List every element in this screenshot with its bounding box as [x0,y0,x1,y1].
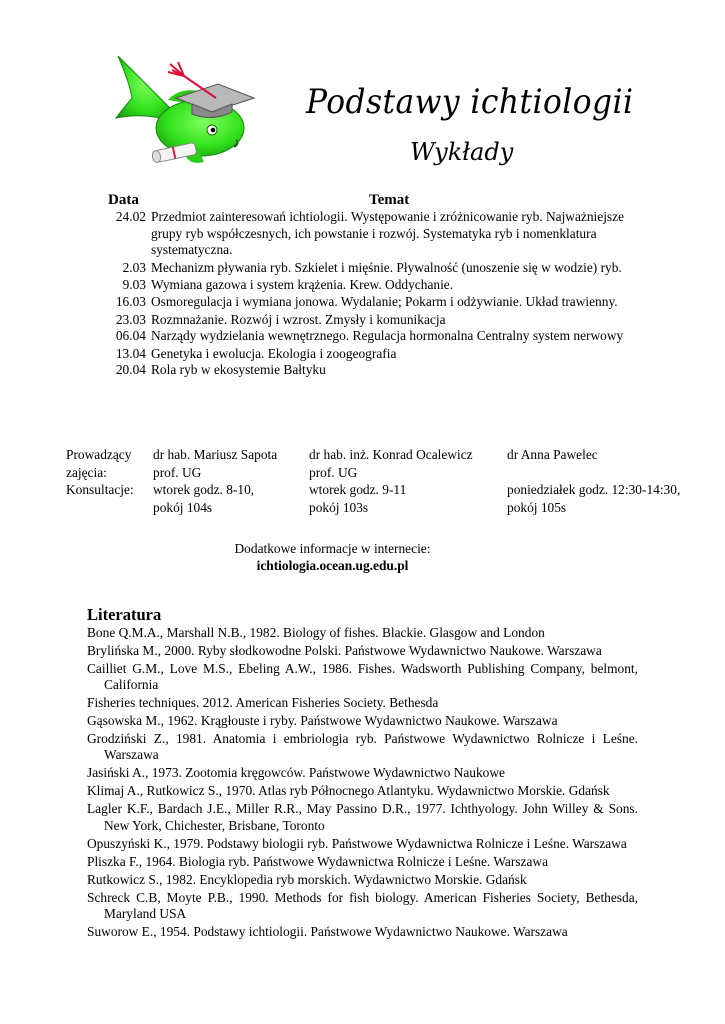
literature-heading: Literatura [87,605,162,624]
lecturer-names-row [66,446,716,464]
lecturer-titles-row [66,464,716,482]
consult-room: pokój 105s [507,499,567,515]
consult-rooms-row [66,499,716,517]
additional-info [0,540,665,574]
literature-item: Gąsowska M., 1962. Krągłouste i ryby. Państwowe Wydawnictwo Naukowe. Warszawa [87,713,558,729]
consult-label: Konsultacje: [66,482,134,497]
literature-item: Bone Q.M.A., Marshall N.B., 1982. Biology of fishes. Blackie. Glasgow and London [87,625,545,640]
schedule-topic: Osmoregulacja i wymiana jonowa. Wydalanie; Pokarm i odżywianie. Układ trawienny. [151,293,618,309]
schedule-topic: Wymiana gazowa i system krążenia. Krew. Oddychanie. [151,277,454,293]
schedule-header-topic: Temat [369,192,410,208]
literature-item: Klimaj A., Rutkowicz S., 1970. Atlas ryb Północnego Atlantyku. Wydawnictwo Morskie. Gdańsk [87,783,610,799]
consult-room: pokój 103s [309,499,369,515]
literature-list [87,625,638,942]
schedule-row [80,260,660,277]
schedule-date: 9.03 [122,277,146,293]
literature-item: Opuszyński K., 1979. Podstawy biologii ryb. Państwowe Wydawnictwa Rolnicze i Leśne. Warszawa [87,835,627,851]
literature-item: Suworow E., 1954. Podstawy ichtiologii. Państwowe Wydawnictwo Naukowe. Warszawa [87,923,568,939]
schedule-header-date: Data [108,192,139,208]
lecturer-name: dr Anna Pawelec [507,447,598,462]
schedule-row [80,328,660,345]
lecturer-label: Prowadzący [66,447,132,462]
lecturer-title: prof. UG [153,464,202,480]
lecturer-name: dr hab. Mariusz Sapota [153,447,278,462]
schedule-date: 16.03 [115,293,146,309]
lecturer-title: prof. UG [309,464,358,480]
literature-item: Lagler K.F., Bardach J.E., Miller R.R., May Passino D.R., 1977. Ichthyology. John Willey & Sons. New York, Chichester, Brisbane, Toronto [87,801,638,833]
schedule-date: 13.04 [115,345,146,361]
schedule-topic: Rozmnażanie. Rozwój i wzrost. Zmysły i komunikacja [151,311,446,327]
consult-hours-row [66,481,716,499]
schedule-topic: Rola ryb w ekosystemie Bałtyku [151,362,326,378]
lecturer-name: dr hab. inż. Konrad Ocalewicz [309,447,473,462]
consult-label-empty [66,499,153,517]
literature-item: Jasiński A., 1973. Zootomia kręgowców. Państwowe Wydawnictwo Naukowe [87,765,505,781]
page-subtitle: Wykłady [410,138,514,166]
schedule-table [80,209,660,379]
literature-item: Rutkowicz S., 1982. Encyklopedia ryb morskich. Wydawnictwo Morskie. Gdańsk [87,871,527,887]
schedule-row [80,312,660,329]
schedule-date: 2.03 [122,259,146,275]
schedule-date: 06.04 [115,328,146,344]
schedule-date: 24.02 [115,209,146,224]
schedule-topic: Genetyka i ewolucja. Ekologia i zoogeografia [151,345,397,361]
fish-graduate-logo [108,48,258,178]
consult-hours: poniedziałek godz. 12:30-14:30, [507,482,681,497]
literature-item: Fisheries techniques. 2012. American Fisheries Society. Bethesda [87,695,439,711]
schedule-row [80,209,660,259]
lecturer-label-cont: zajęcia: [66,464,107,480]
schedule-date: 23.03 [115,311,146,327]
literature-item: Cailliet G.M., Love M.S., Ebeling A.W., 1986. Fishes. Wadsworth Publishing Company, belmont, California [87,661,638,693]
literature-item: Schreck C.B, Moyte P.B., 1990. Methods for fish biology. American Fisheries Society, Bethesda, Maryland USA [87,889,638,921]
literature-item: Grodziński Z., 1981. Anatomia i embriologia ryb. Państwowe Wydawnictwo Rolnicze i Leśne. Warszawa [87,731,638,763]
schedule-row [80,277,660,294]
literature-item: Brylińska M., 2000. Ryby słodkowodne Polski. Państwowe Wydawnictwo Naukowe. Warszawa [87,643,602,658]
consult-hours: wtorek godz. 8-10, [153,482,255,497]
schedule-date: 20.04 [115,362,146,378]
schedule-row [80,362,660,379]
schedule-topic: Narządy wydzielania wewnętrznego. Regulacja hormonalna Centralny system nerwowy [151,328,624,344]
schedule-topic: Mechanizm pływania ryb. Szkielet i mięśnie. Pływalność (unoszenie się w wodzie) ryb. [151,259,622,275]
info-text: Dodatkowe informacje w internecie: [234,541,431,556]
lecturers-table [66,446,716,516]
schedule-topic: Przedmiot zainteresowań ichtiologii. Występowanie i zróżnicowanie ryb. Najważniejsze grupy ryb współczesnych, ich powstanie i rozwój. Systematyka ryb i nomenklatura systematyczna. [151,209,625,258]
consult-room: pokój 104s [153,499,213,515]
schedule-row [80,294,660,311]
schedule-row [80,346,660,363]
literature-item: Pliszka F., 1964. Biologia ryb. Państwowe Wydawnictwa Rolnicze i Leśne. Warszawa [87,853,549,869]
page-title: Podstawy ichtiologii [306,82,634,122]
consult-hours: wtorek godz. 9-11 [309,482,407,497]
info-url-link[interactable]: ichtiologia.ocean.ug.edu.pl [256,558,409,573]
